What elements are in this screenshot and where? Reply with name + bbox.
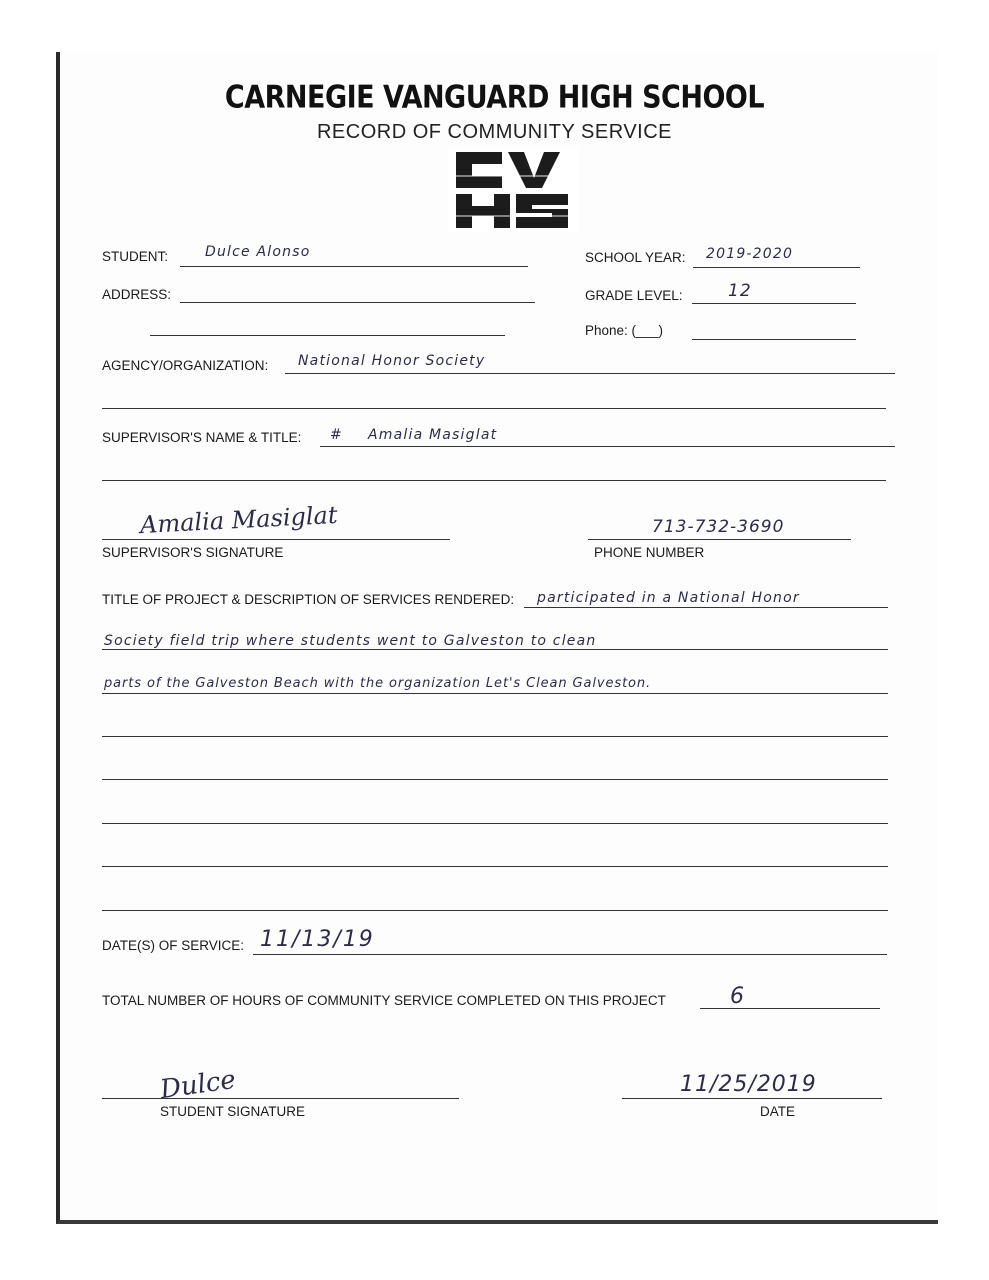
- agency-line-1: [285, 373, 895, 374]
- project-line-8[interactable]: [102, 910, 888, 911]
- project-line-7[interactable]: [102, 866, 888, 867]
- project-line-3-text[interactable]: parts of the Galveston Beach with the organization Let's Clean Galveston.: [104, 676, 652, 691]
- student-value[interactable]: Dulce Alonso: [205, 244, 311, 260]
- grade-level-label: GRADE LEVEL:: [585, 288, 683, 303]
- supervisor-line-2[interactable]: [102, 480, 886, 481]
- project-line-6[interactable]: [102, 823, 888, 824]
- cvhs-logo: [448, 148, 578, 232]
- student-line: [180, 266, 528, 267]
- grade-level-line: [692, 303, 856, 304]
- agency-label: AGENCY/ORGANIZATION:: [102, 358, 269, 373]
- address-label: ADDRESS:: [102, 287, 172, 302]
- supervisor-signature-label: SUPERVISOR'S SIGNATURE: [102, 545, 284, 560]
- phone-label: Phone: (___): [585, 323, 664, 338]
- project-line-1-text[interactable]: participated in a National Honor: [537, 590, 800, 606]
- supervisor-prefix-mark: #: [330, 427, 343, 443]
- project-line-2: [102, 649, 888, 650]
- school-year-label: SCHOOL YEAR:: [585, 250, 686, 265]
- project-line-5[interactable]: [102, 779, 888, 780]
- project-label: TITLE OF PROJECT & DESCRIPTION OF SERVICES RENDERED:: [102, 592, 515, 607]
- project-line-3: [102, 693, 888, 694]
- total-hours-value[interactable]: 6: [730, 984, 744, 1009]
- date-value[interactable]: 11/25/2019: [680, 1072, 817, 1097]
- date-label: DATE: [760, 1104, 796, 1119]
- student-label: STUDENT:: [102, 249, 169, 264]
- agency-line-2[interactable]: [102, 408, 886, 409]
- dates-of-service-label: DATE(S) OF SERVICE:: [102, 938, 245, 953]
- project-line-4[interactable]: [102, 736, 888, 737]
- agency-value[interactable]: National Honor Society: [298, 353, 486, 369]
- address-line-1[interactable]: [180, 302, 535, 303]
- supervisor-label: SUPERVISOR'S NAME & TITLE:: [102, 430, 302, 445]
- supervisor-signature[interactable]: Amalia Masiglat: [139, 500, 339, 540]
- school-name: CARNEGIE VANGUARD HIGH SCHOOL: [224, 79, 765, 116]
- supervisor-value[interactable]: Amalia Masiglat: [368, 427, 498, 443]
- supervisor-line-1: [320, 446, 895, 447]
- phone-line[interactable]: [692, 339, 856, 340]
- phone-number-line: [588, 539, 851, 540]
- project-line-2-text[interactable]: Society field trip where students went to Galveston to clean: [104, 633, 597, 649]
- supervisor-signature-line: [102, 539, 450, 540]
- address-line-2[interactable]: [150, 335, 505, 336]
- project-line-1: [524, 607, 888, 608]
- total-hours-line: [700, 1008, 880, 1009]
- dates-of-service-value[interactable]: 11/13/19: [260, 927, 375, 952]
- grade-level-value[interactable]: 12: [728, 281, 752, 301]
- student-signature-line: [102, 1098, 459, 1099]
- date-line: [622, 1098, 882, 1099]
- dates-of-service-line: [253, 954, 887, 955]
- student-signature-label: STUDENT SIGNATURE: [160, 1104, 306, 1119]
- phone-number-label: PHONE NUMBER: [594, 545, 705, 560]
- total-hours-label: TOTAL NUMBER OF HOURS OF COMMUNITY SERVICE COMPLETED ON THIS PROJECT: [102, 993, 666, 1008]
- school-year-line: [693, 267, 860, 268]
- form-title: RECORD OF COMMUNITY SERVICE: [316, 121, 672, 143]
- phone-number-value[interactable]: 713-732-3690: [652, 517, 785, 537]
- school-year-value[interactable]: 2019-2020: [706, 246, 794, 262]
- student-signature[interactable]: Dulce: [158, 1064, 238, 1106]
